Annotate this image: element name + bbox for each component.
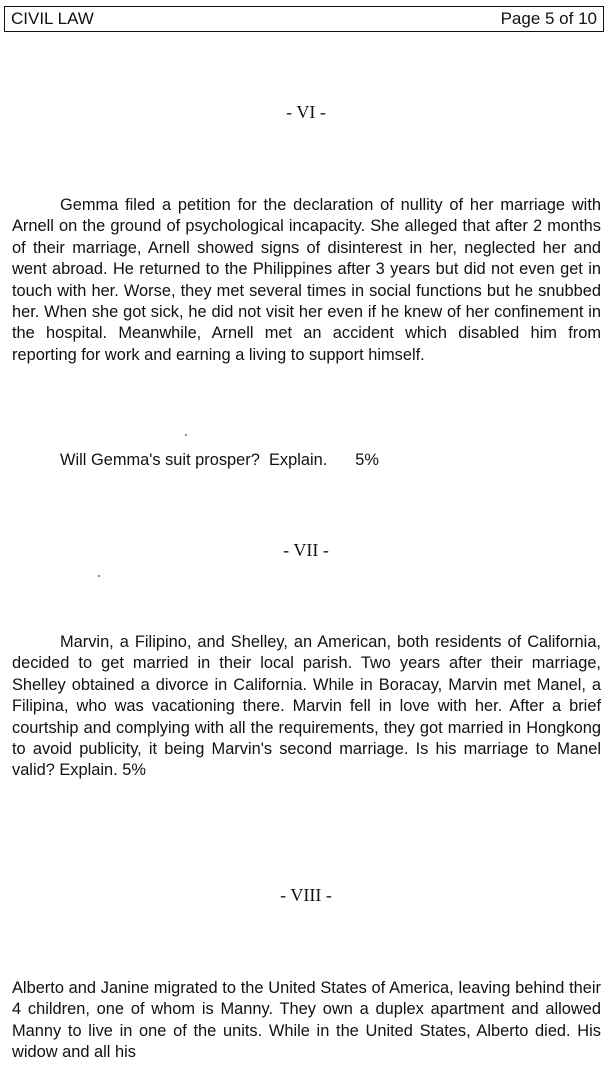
page-number: Page 5 of 10: [500, 9, 597, 28]
section-heading-vi: - VI -: [286, 102, 326, 122]
section-heading-viii: - VIII -: [280, 885, 332, 905]
marks-vi: 5%: [355, 451, 379, 469]
section-body-vi: Gemma filed a petition for the declaration of nullity of her marriage with Arnell on the ground of psychological incapacity. She alleged that after 2 months of their marriage, Arnell showed signs of disinterest in her, neglected her and went abroad. He returned to the Philippines after 3 years but did not even get in touch with her. Worse, they met several times in social functions but he snubbed her. When she got sick, he did not visit her even if he knew of her confinement in the hospital. Meanwhile, Arnell met an accident which disabled him from reporting for work and earning a living to support himself.: [12, 196, 601, 364]
question-vi: Will Gemma's suit prosper? Explain. 5%: [60, 450, 379, 471]
section-body-vii: Marvin, a Filipino, and Shelley, an American, both residents of California, decided to get married in their local parish. Two years after their marriage, Shelley obtained a divorce in California. While in Boracay, Marvin met Manel, a Filipina, who was vacationing there. Marvin fell in love with her. After a brief courtship and complying with all the requirements, they got married in Hongkong to avoid publicity, it being Marvin's second marriage. Is his marriage to Manel valid? Explain. 5%: [12, 633, 601, 780]
section-heading-vii: - VII -: [283, 540, 329, 560]
section-body-viii: Alberto and Janine migrated to the United States of America, leaving behind their 4 children, one of whom is Manny. They own a duplex apartment and allowed Manny to live in one of the units. While in the United States, Alberto died. His widow and all his: [12, 979, 601, 1062]
subject-title: CIVIL LAW: [11, 9, 94, 28]
scan-speck: [98, 575, 100, 577]
page-header: [4, 6, 604, 32]
scan-speck: [185, 434, 187, 436]
